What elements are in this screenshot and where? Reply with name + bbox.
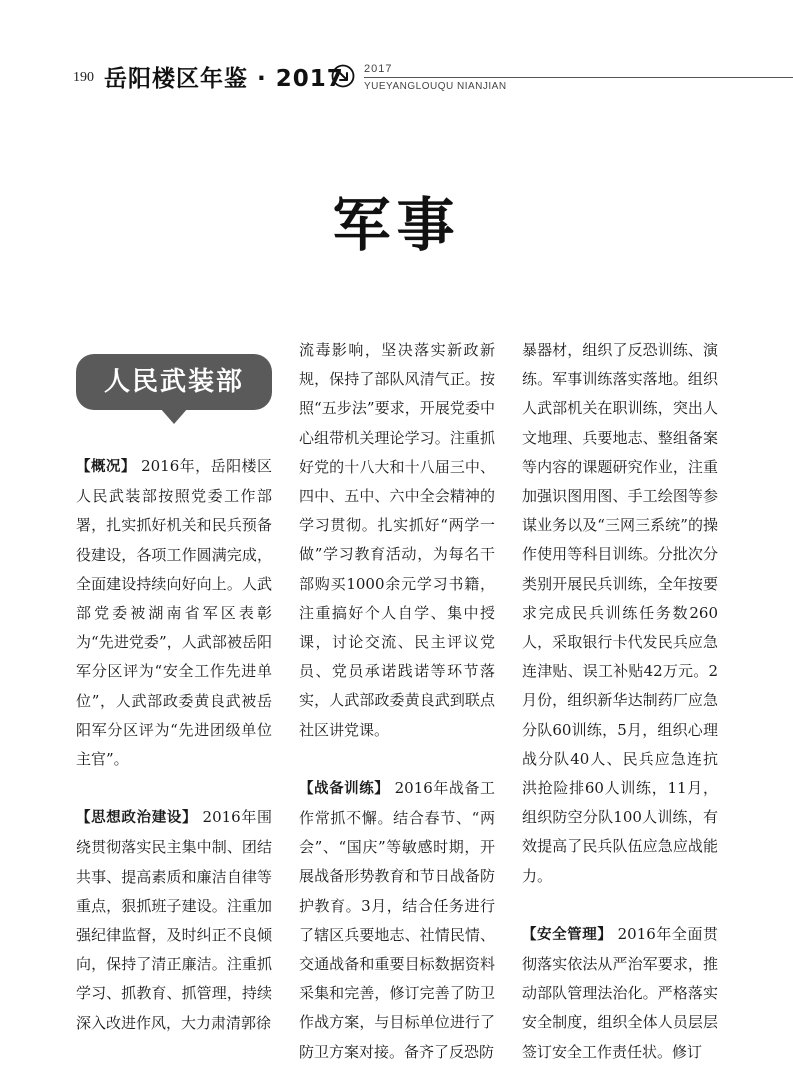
paragraph-text: 2016年，岳阳楼区人民武装部按照党委工作部署，扎实抓好机关和民兵预备役建设，各项工作圆满完成，全面建设持续向好向上。人武部党委被湖南省军区表彰为“先进党委”，人武部被岳阳军分区评为“安全工作先进单位”，人武部政委黄良武被岳阳军分区评为“先进团级单位主官”。 [76,457,272,769]
paragraph-political [76,803,272,1038]
chapter-title: 军事 [332,191,461,259]
header-rule [364,77,793,78]
badge-tail [160,408,188,424]
paragraph-label: 【思想政治建设】 [76,810,198,827]
paragraph-continued [299,336,495,745]
paragraph-combat-readiness [299,774,495,1067]
circle-arrow-down-right-icon [331,64,355,88]
paragraph-continued [522,336,718,891]
paragraph-label: 【安全管理】 [522,926,613,943]
paragraph-text: 2016年全面贯彻落实依法从严治军要求，推动部队管理法治化。严格落实安全制度，组织全体人员层层签订安全工作责任状。修订 [522,924,718,1061]
page-header [0,0,793,100]
pinyin-subtitle: YUEYANGLOUQU NIANJIAN [364,81,507,92]
paragraph-label: 【战备训练】 [299,780,390,797]
book-title: 岳阳楼区年鉴 · 2017 [104,66,344,92]
page-number: 190 [73,70,94,85]
paragraph-overview [76,452,272,774]
paragraph-label: 【概况】 [76,459,136,475]
paragraph-text: 2016年战备工作常抓不懈。结合春节、“两会”、“国庆”等敏感时期，开展战备形势教育和节日战备防护教育。3月，结合任务进行了辖区兵要地志、社情民情、交通战备和重要目标数据资料采集和完善，修订完善了防卫作战方案，与目标单位进行了防卫方案对接。备齐了反恐防 [299,778,495,1061]
paragraph-safety [522,920,718,1067]
text-column-2 [299,336,495,1067]
section-badge [76,354,272,410]
section-title: 人民武装部 [103,367,244,397]
year-label: 2017 [364,63,393,75]
text-column-1 [76,452,272,1038]
paragraph-text: 流毒影响，坚决落实新政新规，保持了部队风清气正。按照“五步法”要求，开展党委中心组带机关理论学习。注重抓好党的十八大和十八届三中、四中、五中、六中全会精神的学习贯彻。扎实抓好“两学一做”学习教育活动，为每名干部购买1000余元学习书籍，注重搞好个人自学、集中授课，讨论交流、民主评议党员、党员承诺践诺等环节落实，人武部政委黄良武到联点社区讲党课。 [299,341,495,739]
paragraph-text: 2016年围绕贯彻落实民主集中制、团结共事、提高素质和廉洁自律等重点，狠抓班子建设。注重加强纪律监督，及时纠正不良倾向，保持了清正廉洁。注重抓学习、抓教育、抓管理，持续深入改进作风，大力肃清郭徐 [76,808,272,1032]
text-column-3 [522,336,718,1067]
paragraph-text: 暴器材，组织了反恐训练、演练。军事训练落实落地。组织人武部机关在职训练，突出人文地理、兵要地志、整组备案等内容的课题研究作业，注重加强识图用图、手工绘图等参谋业务以及“三网三系统”的操作使用等科目训练。分批次分类别开展民兵训练，全年按要求完成民兵训练任务数260人，采取银行卡代发民兵应急连津贴、误工补贴42万元。2月份，组织新华达制药厂应急分队60训练，5月，组织心理战分队40人、民兵应急连抗洪抢险排60人训练，11月，组织防空分队100人训练，有效提高了民兵队伍应急应战能力。 [522,341,718,885]
